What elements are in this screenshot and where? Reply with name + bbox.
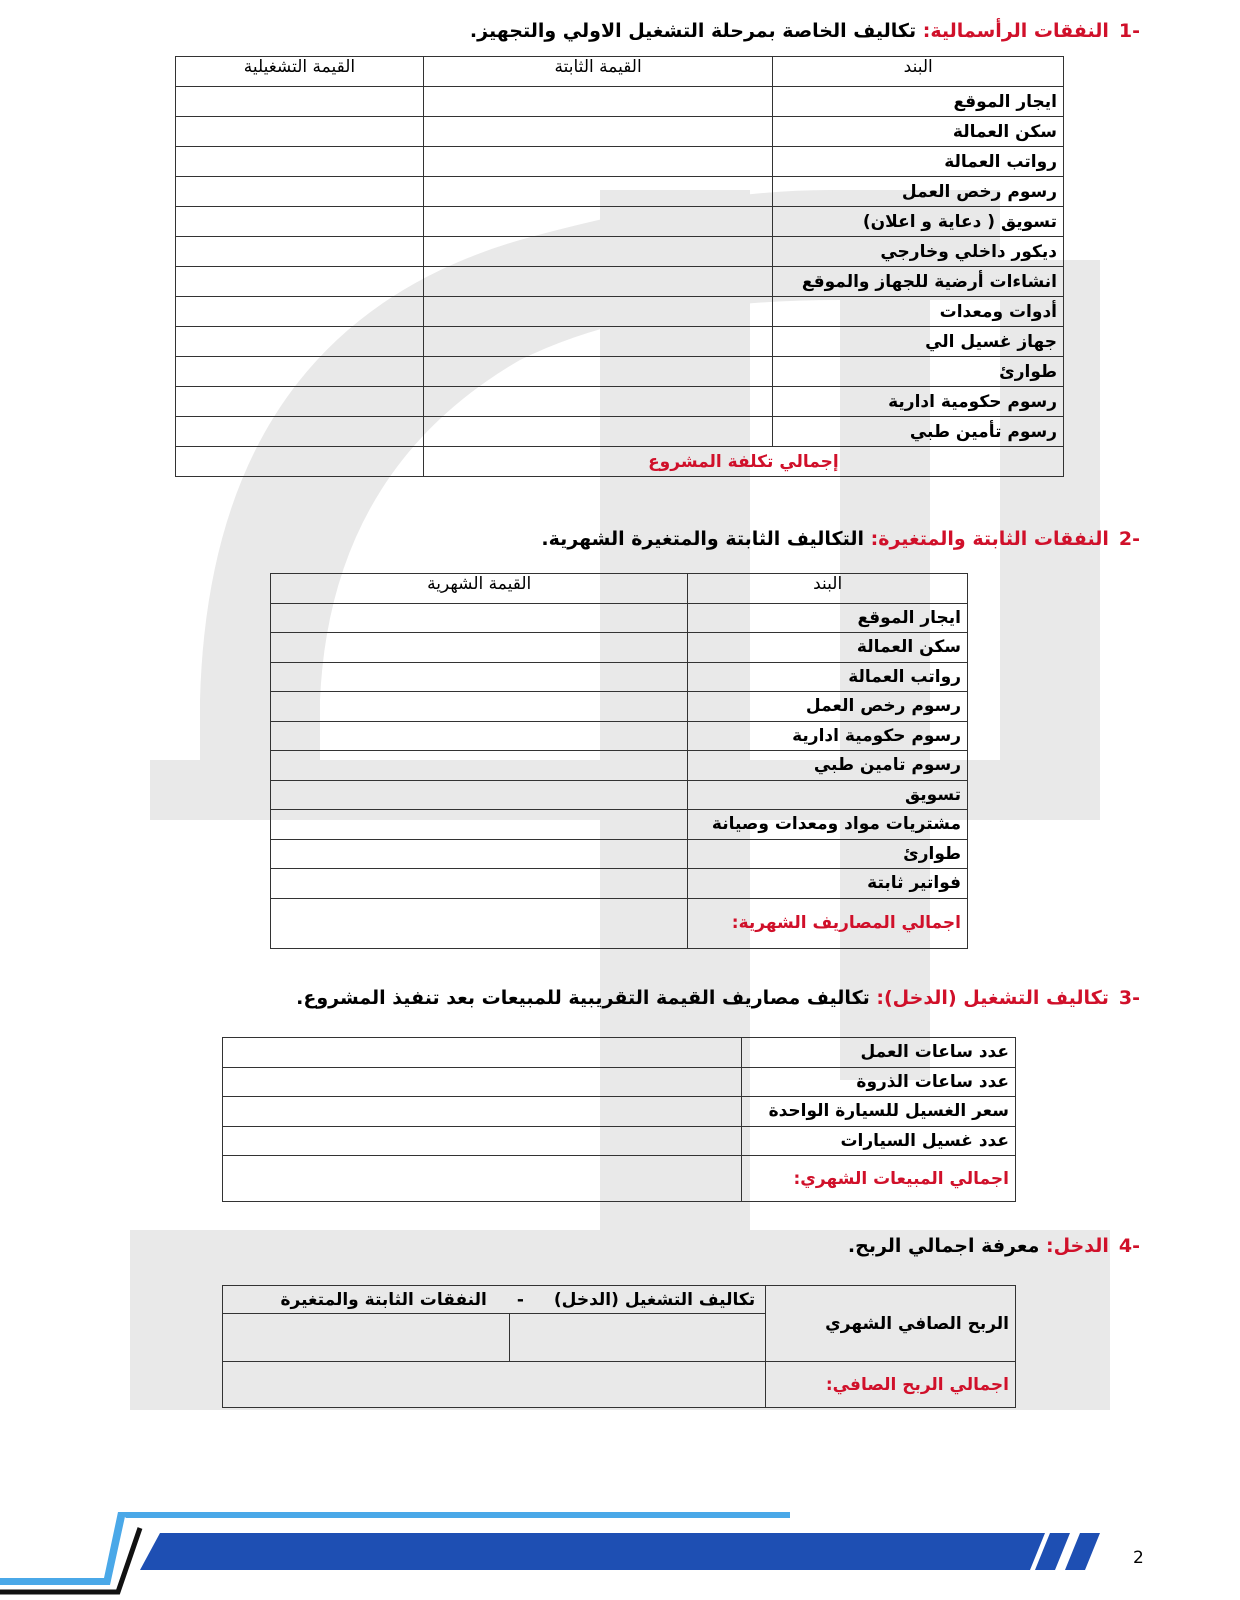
monthly-value-cell[interactable] xyxy=(271,780,688,810)
row-label: عدد غسيل السيارات xyxy=(742,1126,1016,1156)
section4-desc: معرفة اجمالي الربح. xyxy=(847,1235,1040,1257)
monthly-value-cell[interactable] xyxy=(271,869,688,899)
income-value-cell[interactable] xyxy=(510,1314,766,1362)
value-cell[interactable] xyxy=(223,1097,742,1127)
monthly-value-cell[interactable] xyxy=(271,839,688,869)
table-header-row xyxy=(271,574,968,604)
operating-income-table xyxy=(222,1037,1016,1202)
fixed-value-cell[interactable] xyxy=(423,207,773,237)
table-row xyxy=(223,1038,1016,1068)
section4-heading xyxy=(848,1235,1140,1257)
row-label: عدد ساعات الذروة xyxy=(742,1067,1016,1097)
operating-value-cell[interactable] xyxy=(176,207,424,237)
row-label: مشتريات مواد ومعدات وصيانة xyxy=(688,810,968,840)
net-profit-label: الربح الصافي الشهري xyxy=(766,1286,1016,1362)
table-row xyxy=(176,87,1064,117)
table-row xyxy=(176,417,1064,447)
fixed-value-cell[interactable] xyxy=(423,117,773,147)
profit-formula xyxy=(223,1286,766,1314)
section4-title: الدخل: xyxy=(1046,1235,1109,1257)
fixed-value-cell[interactable] xyxy=(423,357,773,387)
monthly-value-cell[interactable] xyxy=(271,692,688,722)
footer-blue-bar xyxy=(140,1533,1045,1570)
row-label: رسوم تامين طبي xyxy=(688,751,968,781)
footer-light-hook xyxy=(0,1512,126,1585)
operating-value-cell[interactable] xyxy=(176,297,424,327)
formula-row xyxy=(223,1286,1016,1314)
table-row xyxy=(223,1126,1016,1156)
total-label: إجمالي تكلفة المشروع xyxy=(423,447,1063,477)
header-monthly-value: القيمة الشهرية xyxy=(271,574,688,604)
row-label: ايجار الموقع xyxy=(688,603,968,633)
total-label: اجمالي المبيعات الشهري: xyxy=(742,1156,1016,1202)
operating-value-cell[interactable] xyxy=(176,117,424,147)
row-label: سكن العمالة xyxy=(773,117,1064,147)
section3-heading xyxy=(296,987,1140,1009)
header-fixed-value: القيمة الثابتة xyxy=(423,57,773,87)
total-value-cell[interactable] xyxy=(271,898,688,948)
footer-stripe-2 xyxy=(1065,1533,1100,1570)
section3-title: تكاليف التشغيل (الدخل): xyxy=(876,987,1109,1009)
section2-heading xyxy=(541,528,1140,550)
table-row xyxy=(271,662,968,692)
section2-title: النفقات الثابتة والمتغيرة: xyxy=(870,528,1109,550)
section2-number: -2 xyxy=(1118,528,1140,550)
table-row xyxy=(176,357,1064,387)
table-row xyxy=(176,267,1064,297)
table-row xyxy=(176,387,1064,417)
monthly-value-cell[interactable] xyxy=(271,721,688,751)
operating-value-cell[interactable] xyxy=(176,327,424,357)
capital-expenses-table xyxy=(175,56,1064,477)
operating-value-cell[interactable] xyxy=(176,267,424,297)
section4-number: -4 xyxy=(1118,1235,1140,1257)
row-label: فواتير ثابتة xyxy=(688,869,968,899)
value-cell[interactable] xyxy=(223,1126,742,1156)
table-row xyxy=(271,692,968,722)
section3-number: -3 xyxy=(1118,987,1140,1009)
header-item: البند xyxy=(688,574,968,604)
row-label: سكن العمالة xyxy=(688,633,968,663)
section3-desc: تكاليف مصاريف القيمة التقريبية للمبيعات بعد تنفيذ المشروع. xyxy=(296,987,870,1009)
row-label: طوارئ xyxy=(773,357,1064,387)
section1-title: النفقات الرأسمالية: xyxy=(922,20,1109,42)
fixed-value-cell[interactable] xyxy=(423,147,773,177)
value-cell[interactable] xyxy=(223,1067,742,1097)
row-label: جهاز غسيل الي xyxy=(773,327,1064,357)
row-label: ديكور داخلي وخارجي xyxy=(773,237,1064,267)
table-row xyxy=(271,603,968,633)
row-label: رسوم حكومية ادارية xyxy=(688,721,968,751)
section1-heading xyxy=(470,20,1140,42)
row-label: رواتب العمالة xyxy=(688,662,968,692)
fixed-value-cell[interactable] xyxy=(423,237,773,267)
fixed-value-cell[interactable] xyxy=(423,177,773,207)
operating-value-cell[interactable] xyxy=(176,87,424,117)
footer-decoration xyxy=(0,1505,1240,1600)
table-row xyxy=(271,633,968,663)
monthly-value-cell[interactable] xyxy=(271,633,688,663)
row-label: تسويق ( دعاية و اعلان) xyxy=(773,207,1064,237)
formula-minus: - xyxy=(516,1289,524,1310)
total-row xyxy=(176,447,1064,477)
formula-expenses: النفقات الثابتة والمتغيرة xyxy=(280,1289,487,1310)
fixed-value-cell[interactable] xyxy=(423,387,773,417)
table-row xyxy=(176,327,1064,357)
table-row xyxy=(271,810,968,840)
table-row xyxy=(176,177,1064,207)
monthly-expenses-table xyxy=(270,573,968,949)
row-label: ايجار الموقع xyxy=(773,87,1064,117)
fixed-value-cell[interactable] xyxy=(423,327,773,357)
operating-value-cell[interactable] xyxy=(176,417,424,447)
row-label: طوارئ xyxy=(688,839,968,869)
table-row xyxy=(271,721,968,751)
total-value-cell[interactable] xyxy=(176,447,424,477)
row-label: عدد ساعات العمل xyxy=(742,1038,1016,1068)
table-row xyxy=(176,207,1064,237)
monthly-value-cell[interactable] xyxy=(271,603,688,633)
table-row xyxy=(223,1067,1016,1097)
footer-light-bar xyxy=(120,1512,790,1518)
row-label: انشاءات أرضية للجهاز والموقع xyxy=(773,267,1064,297)
operating-value-cell[interactable] xyxy=(176,237,424,267)
fixed-value-cell[interactable] xyxy=(423,417,773,447)
page-number: 2 xyxy=(1133,1548,1144,1568)
header-item: البند xyxy=(773,57,1064,87)
table-row xyxy=(271,839,968,869)
table-row xyxy=(223,1097,1016,1127)
section2-desc: التكاليف الثابتة والمتغيرة الشهرية. xyxy=(541,528,865,550)
row-label: أدوات ومعدات xyxy=(773,297,1064,327)
row-label: رواتب العمالة xyxy=(773,147,1064,177)
table-row xyxy=(176,237,1064,267)
total-value-cell[interactable] xyxy=(223,1156,742,1202)
table-row xyxy=(176,297,1064,327)
table-row xyxy=(271,751,968,781)
section1-desc: تكاليف الخاصة بمرحلة التشغيل الاولي والتجهيز. xyxy=(469,20,917,42)
table-row xyxy=(176,117,1064,147)
monthly-value-cell[interactable] xyxy=(271,751,688,781)
fixed-value-cell[interactable] xyxy=(423,267,773,297)
row-label: رسوم رخص العمل xyxy=(688,692,968,722)
expenses-value-cell[interactable] xyxy=(223,1314,510,1362)
monthly-value-cell[interactable] xyxy=(271,810,688,840)
operating-value-cell[interactable] xyxy=(176,147,424,177)
fixed-value-cell[interactable] xyxy=(423,87,773,117)
total-row xyxy=(223,1156,1016,1202)
operating-value-cell[interactable] xyxy=(176,177,424,207)
fixed-value-cell[interactable] xyxy=(423,297,773,327)
row-label: تسويق xyxy=(688,780,968,810)
net-profit-table xyxy=(222,1285,1016,1408)
row-label: رسوم رخص العمل xyxy=(773,177,1064,207)
table-row xyxy=(271,780,968,810)
total-value-cell[interactable] xyxy=(223,1362,766,1408)
table-row xyxy=(176,147,1064,177)
section1-number: -1 xyxy=(1118,20,1140,42)
total-label: اجمالي الربح الصافي: xyxy=(766,1362,1016,1408)
operating-value-cell[interactable] xyxy=(176,357,424,387)
value-cell[interactable] xyxy=(223,1038,742,1068)
formula-income: تكاليف التشغيل (الدخل) xyxy=(553,1289,756,1310)
row-label: سعر الغسيل للسيارة الواحدة xyxy=(742,1097,1016,1127)
table-row xyxy=(271,869,968,899)
row-label: رسوم حكومية ادارية xyxy=(773,387,1064,417)
monthly-value-cell[interactable] xyxy=(271,662,688,692)
total-row xyxy=(223,1362,1016,1408)
table-header-row xyxy=(176,57,1064,87)
header-operating-value: القيمة التشغيلية xyxy=(176,57,424,87)
row-label: رسوم تأمين طبي xyxy=(773,417,1064,447)
operating-value-cell[interactable] xyxy=(176,387,424,417)
total-label: اجمالي المصاريف الشهرية: xyxy=(688,898,968,948)
total-row xyxy=(271,898,968,948)
